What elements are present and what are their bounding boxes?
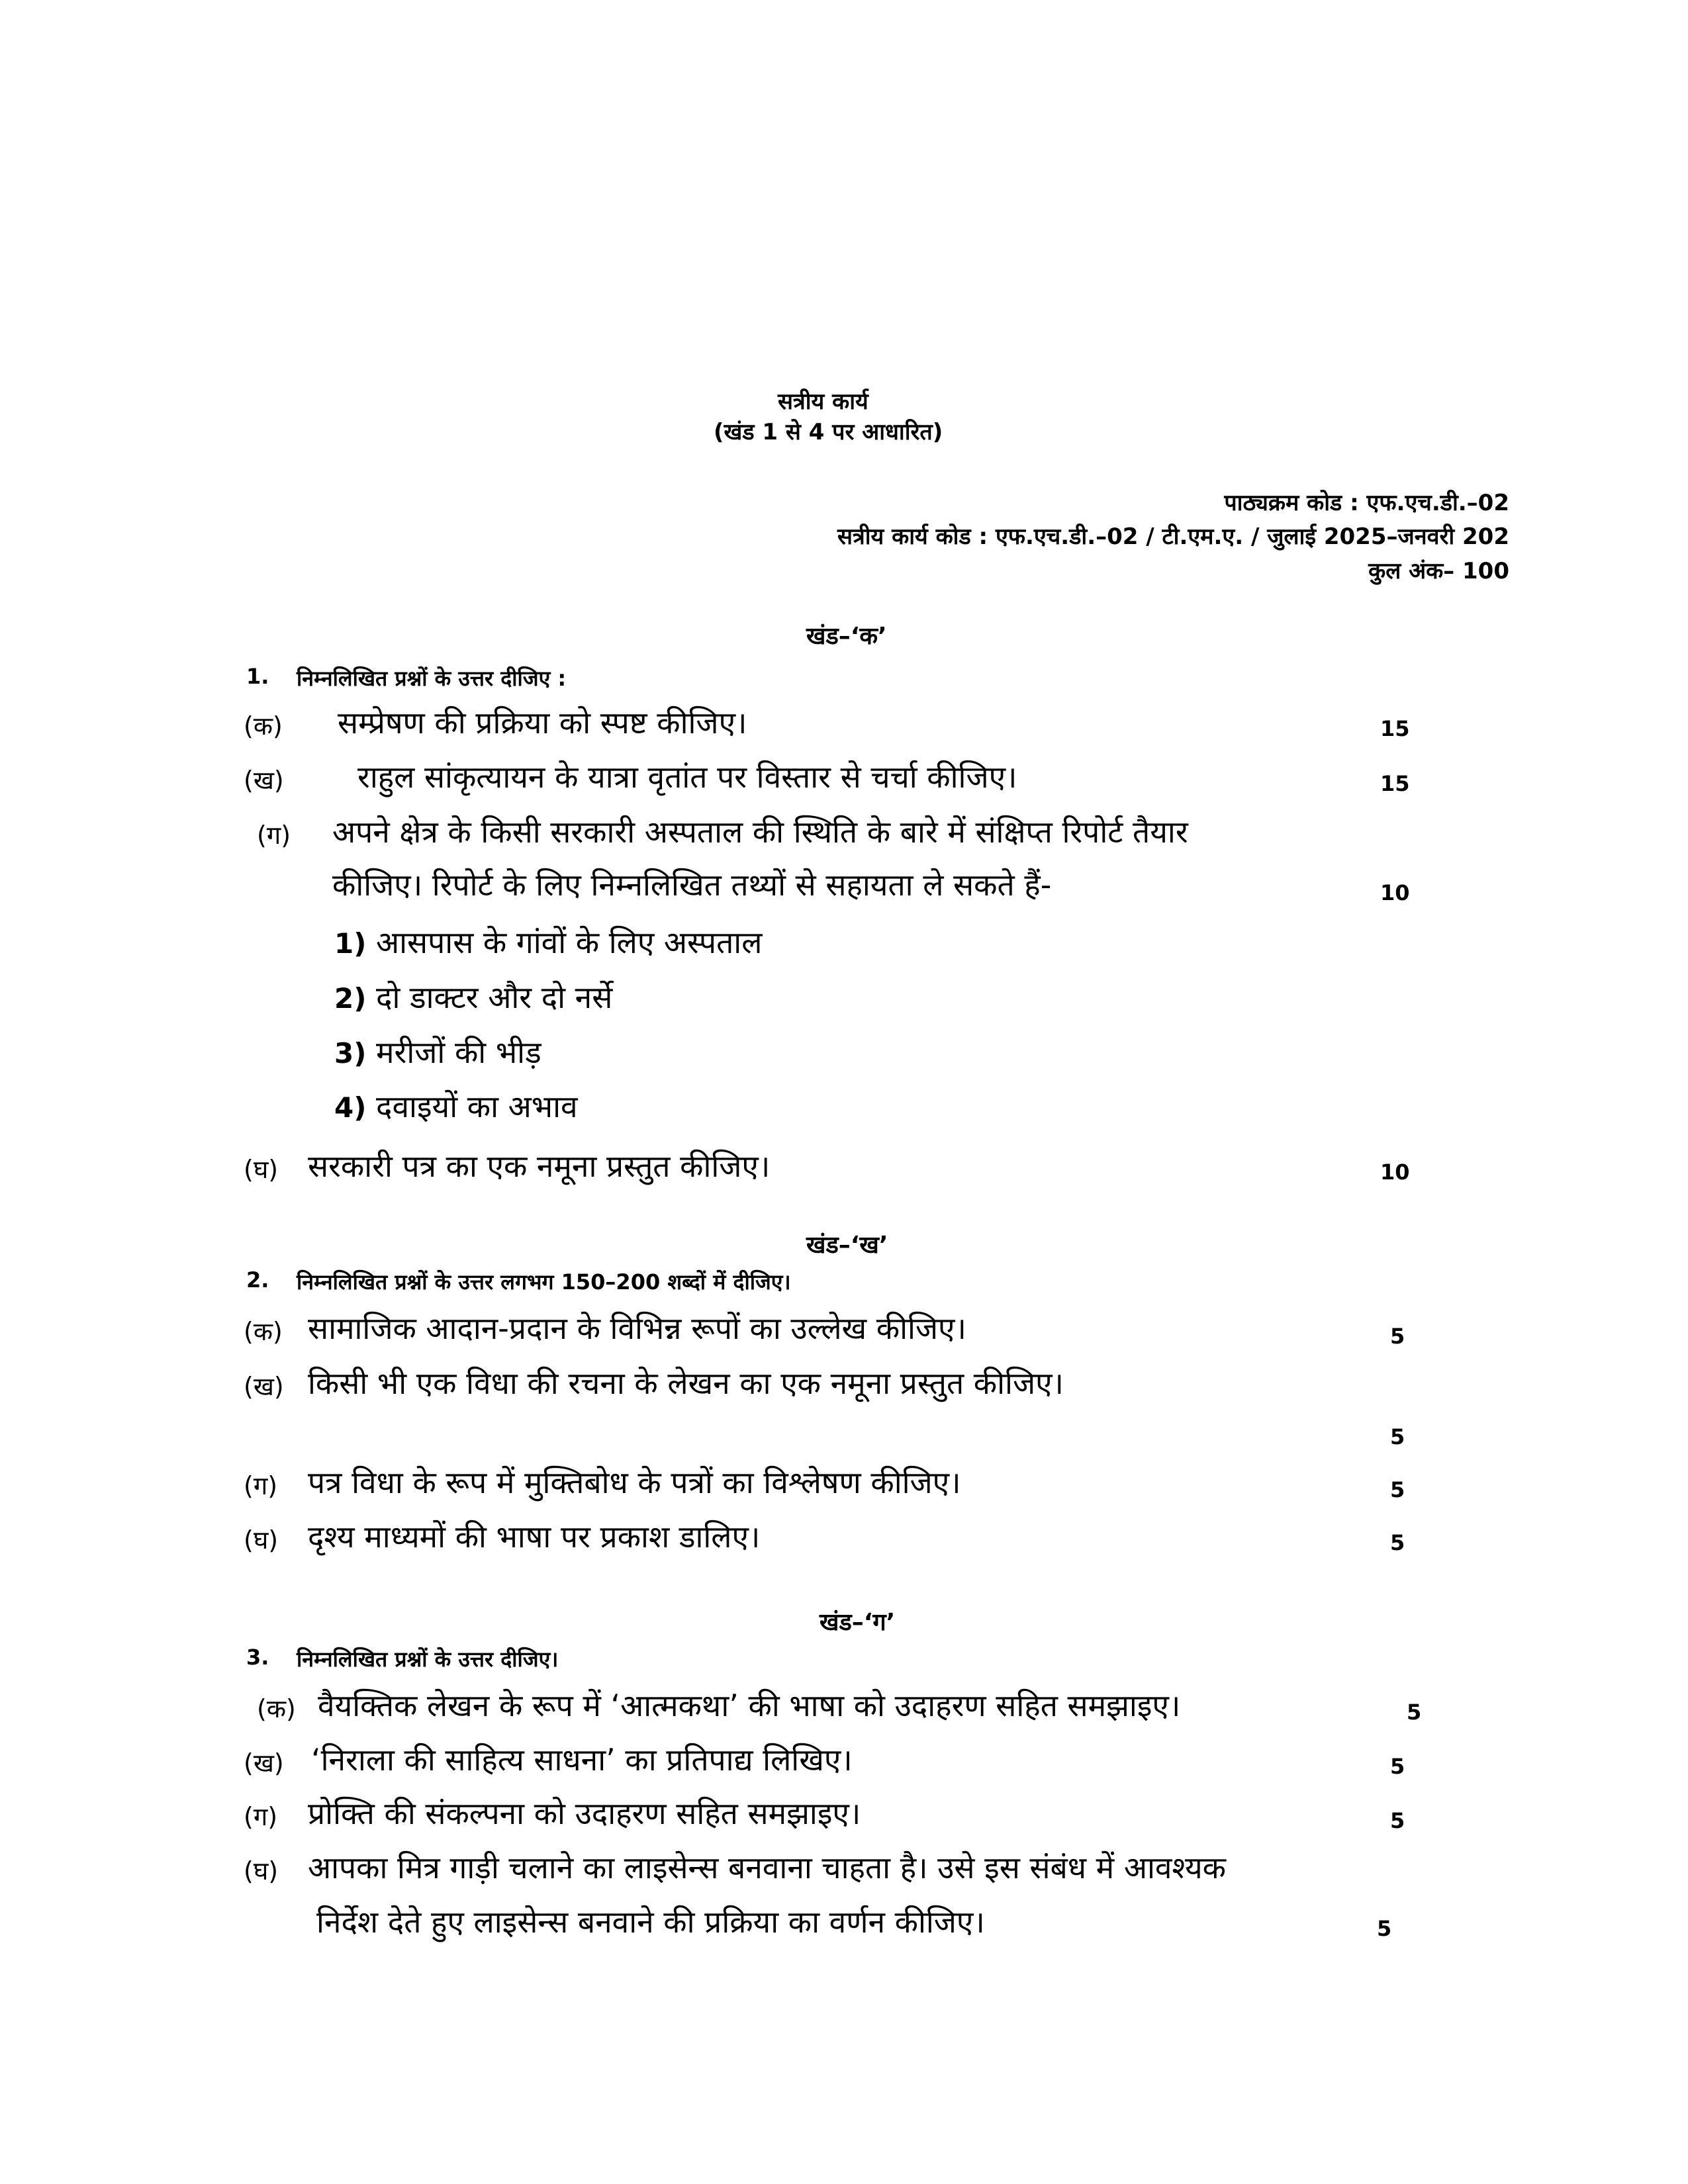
question-3-instruction: निम्नलिखित प्रश्नों के उत्तर दीजिए। xyxy=(297,1647,559,1672)
question-3-number: 3. xyxy=(246,1645,269,1670)
q2-b-marks: 5 xyxy=(1390,1424,1405,1449)
q1-d-label: (घ) xyxy=(244,1155,279,1184)
q1-c-point-4 xyxy=(334,1085,578,1126)
question-1-number: 1. xyxy=(246,664,269,689)
q2-c-marks: 5 xyxy=(1390,1477,1405,1502)
document-title: सत्रीय कार्य xyxy=(778,388,868,415)
q3-c-text: प्रोक्ति की संकल्पना को उदाहरण सहित समझाइए। xyxy=(308,1796,861,1831)
q1-c-point-3 xyxy=(334,1031,541,1072)
point-number: 4) xyxy=(334,1091,367,1124)
q2-a-marks: 5 xyxy=(1390,1324,1405,1349)
question-2-number: 2. xyxy=(246,1267,269,1293)
q3-b-text: ‘निराला की साहित्य साधना’ का प्रतिपाद्य लिखिए। xyxy=(311,1742,853,1778)
point-text: आसपास के गांवों के लिए अस्पताल xyxy=(376,925,763,960)
point-text: दवाइयों का अभाव xyxy=(376,1089,578,1124)
q2-a-label: (क) xyxy=(244,1317,283,1346)
q2-d-text: दृश्य माध्यमों की भाषा पर प्रकाश डालिए। xyxy=(308,1519,761,1555)
section-b-title: खंड–‘ख’ xyxy=(806,1232,888,1259)
q3-a-text: वैयक्तिक लेखन के रूप में ‘आत्मकथा’ की भाषा को उदाहरण सहित समझाइए। xyxy=(318,1688,1181,1723)
q3-d-text-line2: निर्देश देते हुए लाइसेन्स बनवाने की प्रक्रिया का वर्णन कीजिए। xyxy=(316,1904,985,1940)
point-number: 1) xyxy=(334,927,367,960)
section-c-title: खंड–‘ग’ xyxy=(820,1609,896,1636)
q1-d-text: सरकारी पत्र का एक नमूना प्रस्तुत कीजिए। xyxy=(308,1148,771,1184)
q3-a-marks: 5 xyxy=(1407,1700,1422,1725)
point-number: 2) xyxy=(334,982,367,1015)
q2-c-label: (ग) xyxy=(244,1471,278,1500)
q2-b-text: किसी भी एक विधा की रचना के लेखन का एक नमूना प्रस्तुत कीजिए। xyxy=(308,1365,1064,1401)
q3-b-label: (ख) xyxy=(244,1749,284,1778)
section-a-title: खंड–‘क’ xyxy=(806,623,887,650)
q3-c-marks: 5 xyxy=(1390,1808,1405,1833)
q3-a-label: (क) xyxy=(257,1694,296,1723)
q1-c-point-1 xyxy=(334,921,762,962)
q1-b-label: (ख) xyxy=(244,766,284,795)
q1-a-label: (क) xyxy=(244,711,283,741)
question-1-instruction: निम्नलिखित प्रश्नों के उत्तर दीजिए : xyxy=(297,666,567,691)
q1-c-text: अपने क्षेत्र के किसी सरकारी अस्पताल की स्थिति के बारे में संक्षिप्त रिपोर्ट तैयार xyxy=(332,814,1188,850)
q3-b-marks: 5 xyxy=(1390,1754,1405,1779)
point-number: 3) xyxy=(334,1037,367,1069)
question-2-instruction: निम्नलिखित प्रश्नों के उत्तर लगभग 150–200 शब्दों में दीजिए। xyxy=(297,1269,791,1295)
q1-a-text: सम्प्रेषण की प्रक्रिया को स्पष्ट कीजिए। xyxy=(338,705,747,741)
q2-c-text: पत्र विधा के रूप में मुक्तिबोध के पत्रों का विश्लेषण कीजिए। xyxy=(308,1465,961,1500)
q1-b-marks: 15 xyxy=(1380,771,1410,796)
q1-c-marks: 10 xyxy=(1380,880,1410,905)
q1-c-label: (ग) xyxy=(257,821,291,850)
assignment-code: सत्रीय कार्य कोड : एफ.एच.डी.–02 / टी.एम.ए. / जुलाई 2025–जनवरी 202 xyxy=(837,523,1509,550)
q3-d-text: आपका मित्र गाड़ी चलाने का लाइसेन्स बनवाना चाहता है। उसे इस संबंध में आवश्यक xyxy=(308,1850,1226,1886)
point-text: दो डाक्टर और दो नर्से xyxy=(376,979,613,1015)
q3-c-label: (ग) xyxy=(244,1802,278,1831)
total-marks: कुल अंक– 100 xyxy=(1368,558,1509,584)
q1-b-text: राहुल सांकृत्यायन के यात्रा वृतांत पर विस्तार से चर्चा कीजिए। xyxy=(357,759,1017,795)
q1-c-point-2 xyxy=(334,976,612,1017)
q1-d-marks: 10 xyxy=(1380,1160,1410,1185)
q2-d-marks: 5 xyxy=(1390,1530,1405,1555)
q1-c-text-line2: कीजिए। रिपोर्ट के लिए निम्नलिखित तथ्यों से सहायता ले सकते हैं- xyxy=(332,867,1052,903)
q3-d-label: (घ) xyxy=(244,1856,279,1886)
document-subtitle: (खंड 1 से 4 पर आधारित) xyxy=(714,419,943,445)
q3-d-marks: 5 xyxy=(1377,1916,1392,1941)
q1-a-marks: 15 xyxy=(1380,716,1410,741)
q2-b-label: (ख) xyxy=(244,1372,284,1401)
point-text: मरीजों की भीड़ xyxy=(376,1034,541,1070)
course-code: पाठ्यक्रम कोड : एफ.एच.डी.–02 xyxy=(1224,490,1509,516)
q2-a-text: सामाजिक आदान-प्रदान के विभिन्न रूपों का उल्लेख कीजिए। xyxy=(308,1310,966,1346)
q2-d-label: (घ) xyxy=(244,1525,279,1555)
